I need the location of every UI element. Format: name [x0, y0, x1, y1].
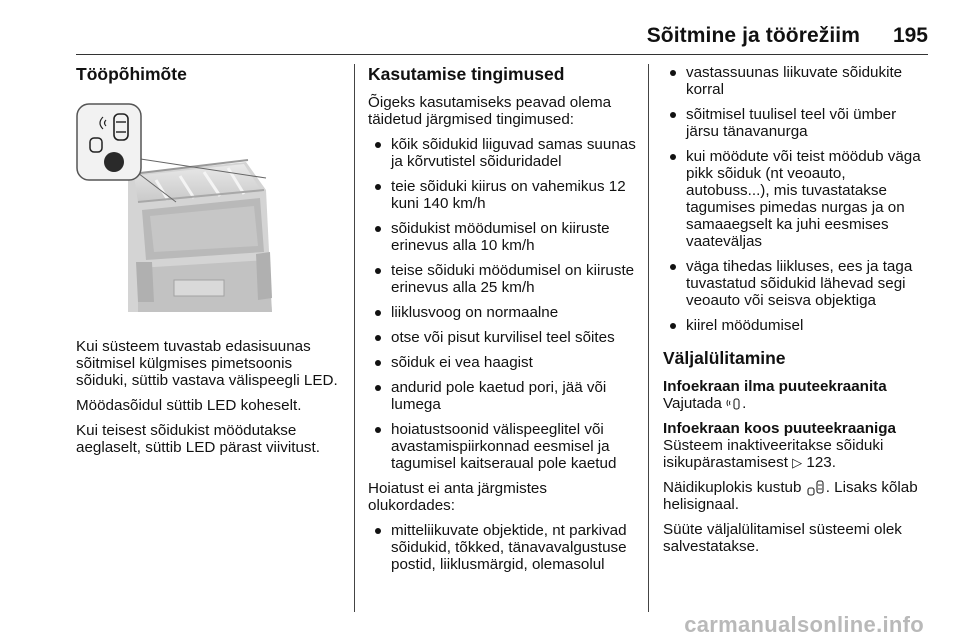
page-number: 195	[892, 24, 928, 47]
page-header-title: Sõitmine ja töörežiim	[646, 24, 860, 47]
subheading-no-touchscreen: Infoekraan ilma puuteekraanita	[663, 378, 887, 395]
list-item: teise sõiduki möödumisel on kiiruste erinevus alla 25 km/h	[368, 262, 638, 296]
column-divider-2	[648, 64, 649, 612]
paragraph-state-saved: Süüte väljalülitamisel süsteemi olek salvestatakse.	[663, 521, 902, 555]
column-conditions	[368, 64, 638, 581]
indicator-text: Näidikuplokis kustub	[663, 479, 802, 496]
section-heading-conditions: Kasutamise tingimused	[368, 64, 565, 84]
personalization-text: Süsteem inaktiveeritakse sõiduki isikupärastamisest	[663, 437, 884, 471]
list-item: sõitmisel tuulisel teel või ümber järsu tänavanurga	[663, 106, 931, 140]
page-header	[0, 0, 960, 58]
list-no-warning	[368, 522, 638, 573]
list-item: teie sõiduki kiirus on vahemikus 12 kuni 140 km/h	[368, 178, 638, 212]
list-item: sõidukist möödumisel on kiiruste erinevus alla 10 km/h	[368, 220, 638, 254]
watermark: carmanualsonline.info	[684, 612, 924, 637]
blind-spot-indicator-icon	[806, 480, 826, 496]
list-item: otse või pisut kurvilisel teel sõites	[368, 329, 638, 346]
paragraph-personalization	[663, 437, 931, 471]
list-item: kui möödute või teist möödub väga pikk sõiduk (nt veoauto, autobuss...), mis tuvastatakse tagumises pimedas nurgas ja on samaaegselt ka juhi eesmises vaateväljas	[663, 148, 931, 250]
list-item: mitteliikuvate objektide, nt parkivad sõidukid, tõkked, tänavavalgustuse postid, liiklusmärgid, olemasolul	[368, 522, 638, 573]
blind-spot-button-icon	[726, 398, 742, 410]
list-item: hoiatustsoonid välispeeglitel või avastamispiirkonnad eesmisel ja tagumisel kaitseraual pole kaetud	[368, 421, 638, 472]
press-text-end: .	[742, 395, 747, 412]
section-heading-operating-principle: Tööpõhimõte	[76, 64, 187, 84]
paragraph-conditions-intro: Õigeks kasutamiseks peavad olema täidetud järgmised tingimused:	[368, 94, 612, 128]
list-item: andurid pole kaetud pori, jää või lumega	[368, 379, 638, 413]
press-text: Vajutada	[663, 395, 722, 412]
page-reference[interactable]: 123.	[806, 454, 836, 471]
subheading-with-touchscreen: Infoekraan koos puuteekraaniga	[663, 420, 896, 437]
list-no-warning-continued	[663, 64, 931, 334]
paragraph-press-button	[663, 395, 931, 412]
paragraph-led-detection: Kui süsteem tuvastab edasisuunas sõitmisel külgmises pimetsoonis sõiduki, süttib vastava välispeegli LED.	[76, 338, 338, 389]
paragraph-led-delay: Kui teisest sõidukist möödutakse aeglaselt, süttib LED pärast viivitust.	[76, 422, 320, 456]
paragraph-led-overtaking: Möödasõidul süttib LED koheselt.	[76, 397, 302, 414]
list-item: kiirel möödumisel	[663, 317, 931, 334]
vehicle-mirror-illustration	[76, 102, 272, 312]
section-heading-deactivation: Väljalülitamine	[663, 348, 786, 368]
list-item: kõik sõidukid liiguvad samas suunas ja kõrvutistel sõiduridadel	[368, 136, 638, 170]
indicator-text-end: . Lisaks kõlab helisignaal.	[663, 479, 918, 513]
list-item: väga tihedas liikluses, ees ja taga tuvastatud sõidukid lähevad segi veoauto või seisva objektiga	[663, 258, 931, 309]
column-operating-principle	[76, 64, 344, 464]
page-reference-arrow-icon: ▷	[792, 455, 803, 470]
paragraph-indicator-off	[663, 479, 931, 513]
list-item: sõiduk ei vea haagist	[368, 354, 638, 371]
list-conditions	[368, 136, 638, 472]
list-item: liiklusvoog on normaalne	[368, 304, 638, 321]
column-deactivation	[663, 64, 931, 563]
list-item: vastassuunas liikuvate sõidukite korral	[663, 64, 931, 98]
column-divider-1	[354, 64, 355, 612]
paragraph-no-warning-intro: Hoiatust ei anta järgmistes olukordades:	[368, 480, 547, 514]
header-rule	[76, 54, 928, 55]
